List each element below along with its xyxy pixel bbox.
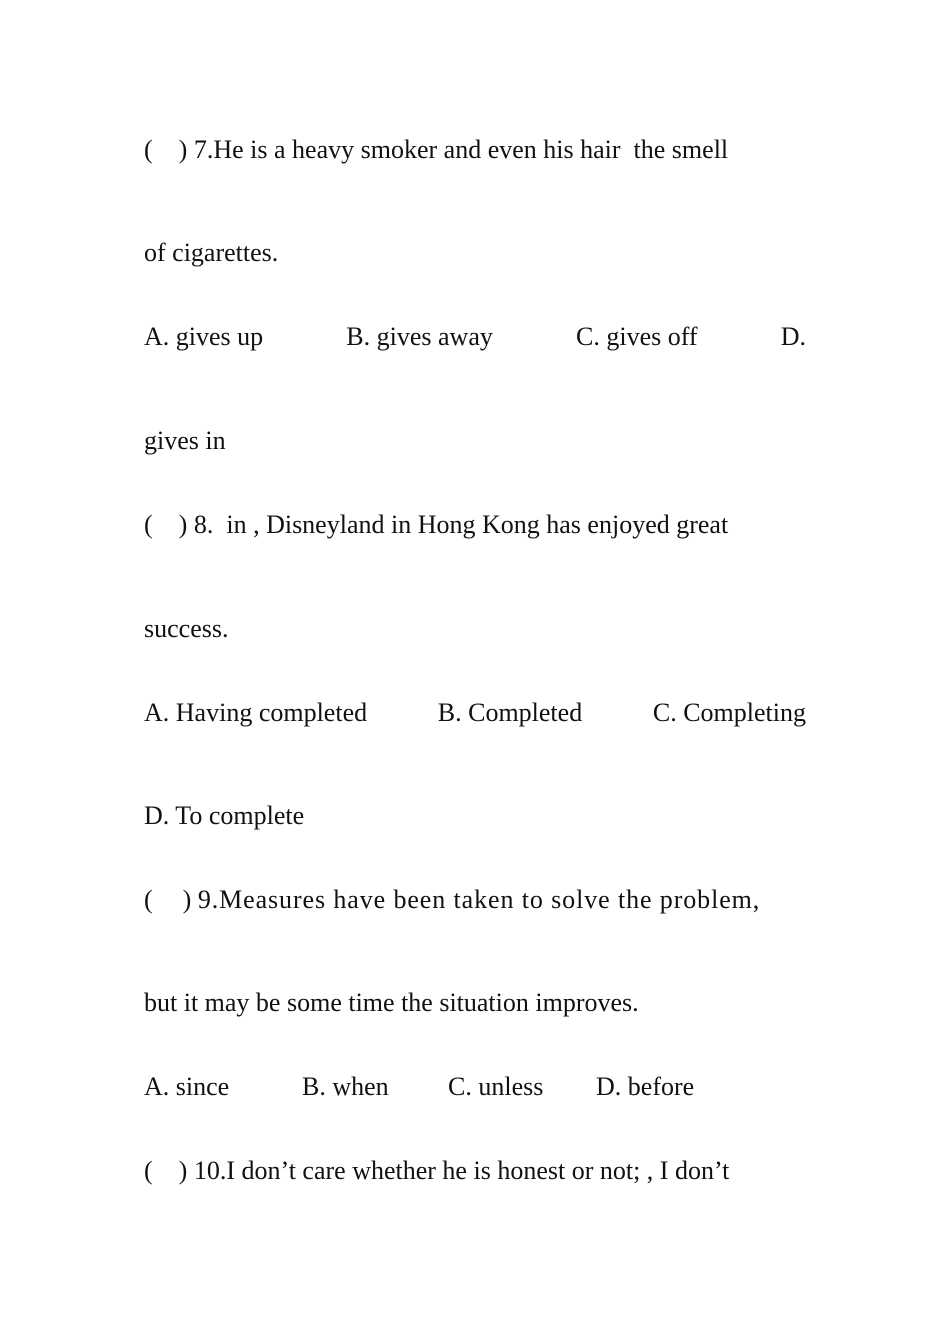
question-10-stem-line-1: [144, 1155, 806, 1187]
question-7-option-c: C. gives off: [576, 322, 698, 351]
question-8-close-paren: ): [178, 510, 188, 539]
question-8-option-d: D. To complete: [144, 801, 305, 830]
question-7-option-d-text: gives in: [144, 426, 226, 455]
question-8-stem-line-1: [144, 509, 806, 541]
question-9-option-c: C. unless: [448, 1072, 544, 1101]
question-8-stem-text-2: success.: [144, 614, 229, 643]
question-9-stem-line-2: [144, 987, 806, 1019]
question-9-close-paren: ): [182, 885, 192, 914]
question-10-open-paren: (: [144, 1156, 153, 1185]
question-7-stem-text-2: of cigarettes.: [144, 238, 279, 267]
question-10-stem-text: 10.I don’t care whether he is honest or not; , I don’t: [193, 1156, 730, 1185]
question-8-open-paren: (: [144, 510, 153, 539]
question-7-option-d-label: D.: [780, 322, 806, 351]
question-7-stem-line-2: [144, 237, 806, 269]
question-9-option-d: D. before: [596, 1072, 695, 1101]
question-9-stem-line-1: [144, 884, 806, 916]
question-9-open-paren: (: [144, 885, 153, 914]
question-8-option-b: B. Completed: [437, 698, 583, 727]
question-7-option-a: A. gives up: [144, 322, 264, 351]
question-7-open-paren: (: [144, 135, 153, 164]
question-9-stem-text: 9.Measures have been taken to solve the problem,: [197, 885, 761, 914]
question-7-option-b: B. gives away: [346, 322, 493, 351]
question-8-options: [144, 697, 806, 729]
question-9-stem-text-2: but it may be some time the situation improves.: [144, 988, 639, 1017]
question-7-options: [144, 321, 806, 353]
question-9-option-a: A. since: [144, 1072, 230, 1101]
question-7-stem-line-1: [144, 134, 806, 166]
question-8-stem-line-2: [144, 613, 806, 645]
question-8-option-c: C. Completing: [652, 698, 806, 727]
question-8-options-line-2: [144, 800, 806, 832]
question-7-close-paren: ): [178, 135, 188, 164]
question-7-stem-text: 7.He is a heavy smoker and even his hair the smell: [193, 135, 729, 164]
question-8-option-a: A. Having completed: [144, 698, 368, 727]
question-9-option-b: B. when: [302, 1072, 389, 1101]
question-9-options: [144, 1071, 806, 1103]
question-8-stem-text: 8. in , Disneyland in Hong Kong has enjoyed great: [193, 510, 729, 539]
question-7-options-line-2: [144, 425, 806, 457]
question-10-close-paren: ): [178, 1156, 188, 1185]
